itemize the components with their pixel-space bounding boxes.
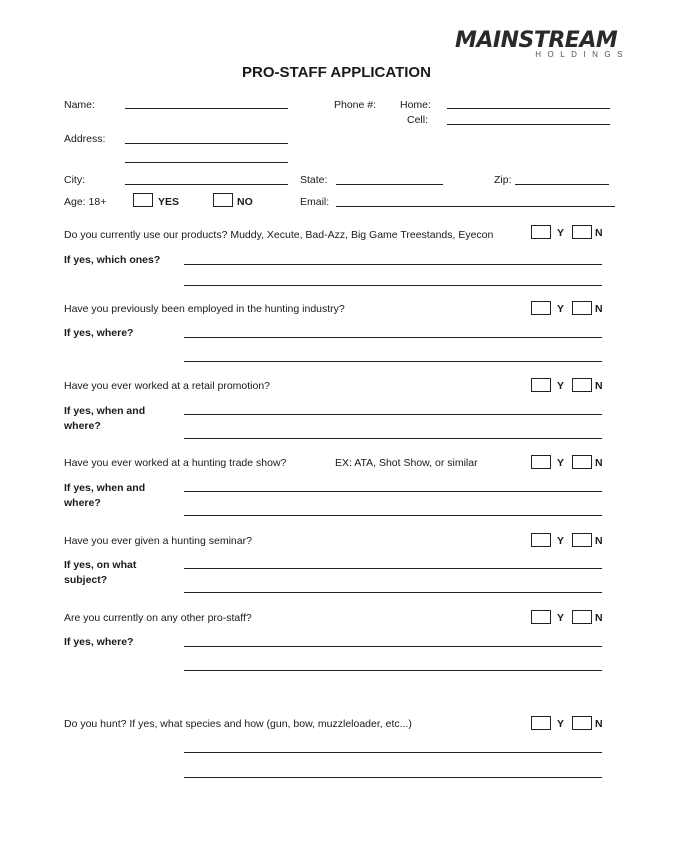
page-title: PRO-STAFF APPLICATION [242,64,431,81]
seminar-answer-line-2[interactable] [184,592,602,593]
question-products: Do you currently use our products? Muddy, Xecute, Bad-Azz, Big Game Treestands, Eyecon [64,229,494,241]
seminar-no-checkbox[interactable] [572,533,592,547]
retail-no-label: N [595,380,603,392]
followup-employment: If yes, where? [64,327,134,339]
company-logo [455,30,633,62]
trade-show-yes-checkbox[interactable] [531,455,551,469]
name-label: Name: [64,99,95,111]
trade-show-example: EX: ATA, Shot Show, or similar [335,457,478,469]
followup-retail-promotion: If yes, when and where? [64,405,146,432]
question-employment: Have you previously been employed in the hunting industry? [64,303,345,315]
age-label: Age: 18+ [64,196,107,208]
retail-answer-line-2[interactable] [184,438,602,439]
logo-brand: MAINSTREAM [455,28,618,53]
employment-no-checkbox[interactable] [572,301,592,315]
logo-subtitle: HOLDINGS [535,50,629,59]
question-seminar: Have you ever given a hunting seminar? [64,535,252,547]
zip-label: Zip: [494,174,512,186]
question-other-pro-staff: Are you currently on any other pro-staff? [64,612,252,624]
trade-show-no-label: N [595,457,603,469]
age-yes-checkbox[interactable] [133,193,153,207]
retail-yes-label: Y [557,380,565,392]
products-answer-line-2[interactable] [184,285,602,286]
retail-answer-line-1[interactable] [184,414,602,415]
employment-yes-checkbox[interactable] [531,301,551,315]
state-field[interactable] [336,184,443,185]
age-yes-label: YES [158,196,180,208]
home-phone-label: Home: [400,99,431,111]
address-field-line-2[interactable] [125,162,288,163]
retail-yes-checkbox[interactable] [531,378,551,392]
trade-show-answer-line-1[interactable] [184,491,602,492]
hunt-no-checkbox[interactable] [572,716,592,730]
followup-products: If yes, which ones? [64,254,161,266]
pro-staff-answer-line-2[interactable] [184,670,602,671]
pro-staff-no-checkbox[interactable] [572,610,592,624]
products-yes-checkbox[interactable] [531,225,551,239]
hunt-answer-line-2[interactable] [184,777,602,778]
address-label: Address: [64,133,106,145]
home-phone-field[interactable] [447,108,610,109]
trade-show-answer-line-2[interactable] [184,515,602,516]
hunt-no-label: N [595,718,603,730]
seminar-answer-line-1[interactable] [184,568,602,569]
followup-trade-show: If yes, when and where? [64,482,146,509]
phone-label: Phone #: [334,99,377,111]
retail-no-checkbox[interactable] [572,378,592,392]
products-no-checkbox[interactable] [572,225,592,239]
question-do-you-hunt: Do you hunt? If yes, what species and how (gun, bow, muzzleloader, etc...) [64,718,412,730]
employment-answer-line-2[interactable] [184,361,602,362]
hunt-answer-line-1[interactable] [184,752,602,753]
followup-other-pro-staff: If yes, where? [64,636,134,648]
pro-staff-answer-line-1[interactable] [184,646,602,647]
hunt-yes-checkbox[interactable] [531,716,551,730]
trade-show-no-checkbox[interactable] [572,455,592,469]
pro-staff-yes-checkbox[interactable] [531,610,551,624]
seminar-no-label: N [595,535,603,547]
seminar-yes-label: Y [557,535,565,547]
city-label: City: [64,174,85,186]
age-no-checkbox[interactable] [213,193,233,207]
pro-staff-yes-label: Y [557,612,565,624]
employment-no-label: N [595,303,603,315]
pro-staff-no-label: N [595,612,603,624]
cell-phone-field[interactable] [447,124,610,125]
address-field-line-1[interactable] [125,143,288,144]
email-field[interactable] [336,206,615,207]
products-answer-line-1[interactable] [184,264,602,265]
trade-show-yes-label: Y [557,457,565,469]
employment-answer-line-1[interactable] [184,337,602,338]
state-label: State: [300,174,328,186]
city-field[interactable] [125,184,288,185]
products-yes-label: Y [557,227,565,239]
hunt-yes-label: Y [557,718,565,730]
followup-seminar: If yes, on what subject? [64,559,137,586]
employment-yes-label: Y [557,303,565,315]
cell-phone-label: Cell: [407,114,429,126]
products-no-label: N [595,227,603,239]
age-no-label: NO [237,196,253,208]
seminar-yes-checkbox[interactable] [531,533,551,547]
question-retail-promotion: Have you ever worked at a retail promotion? [64,380,271,392]
question-trade-show: Have you ever worked at a hunting trade show? [64,457,287,469]
zip-field[interactable] [515,184,609,185]
name-field[interactable] [125,108,288,109]
email-label: Email: [300,196,330,208]
